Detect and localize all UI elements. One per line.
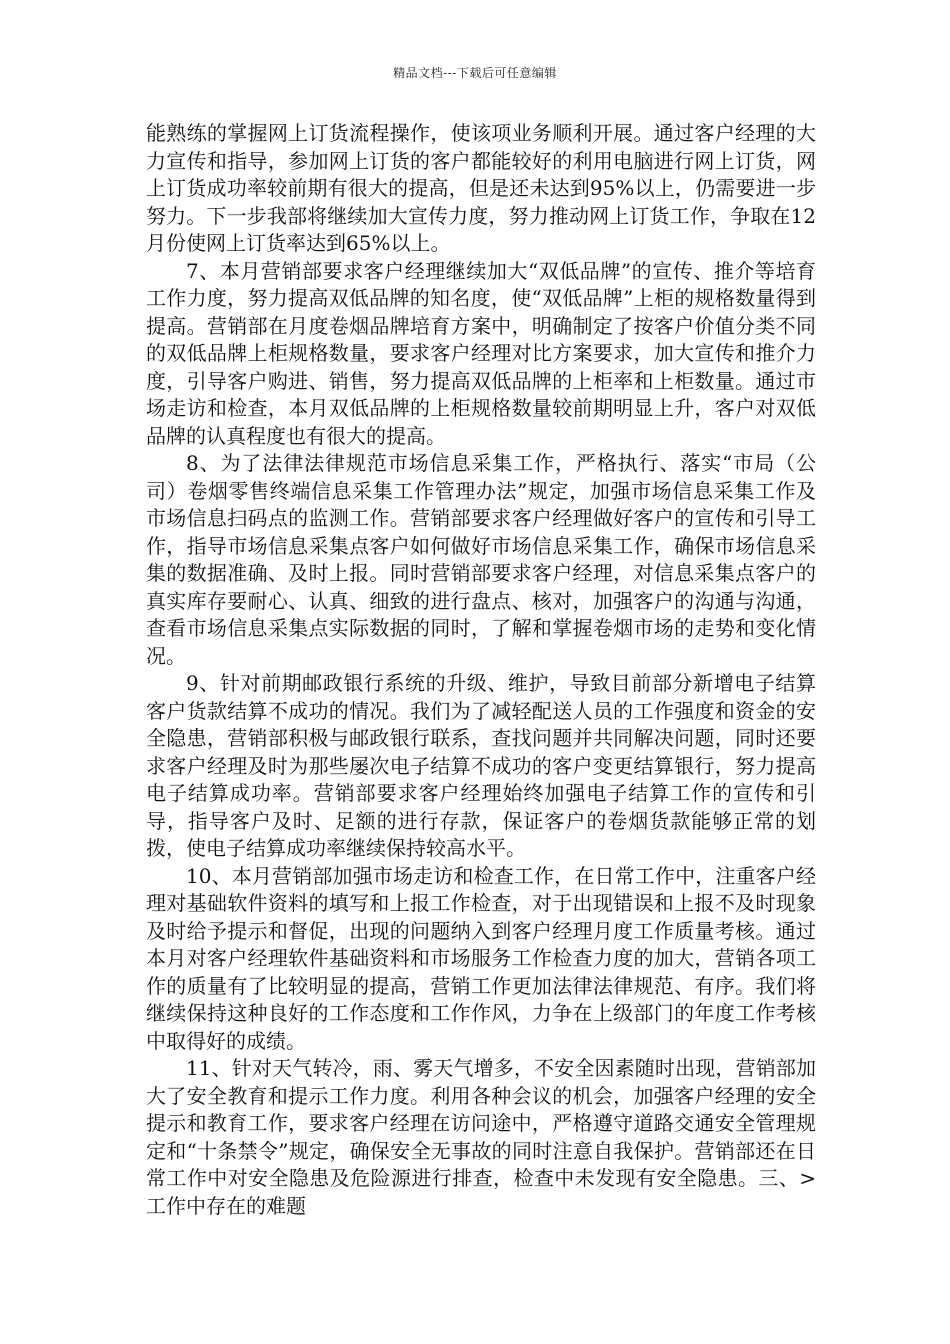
paragraph-item-11: 11、针对天气转冷，雨、雾天气增多，不安全因素随时出现，营销部加大了安全教育和提示工作力度。利用各种会议的机会，加强客户经理的安全提示和教育工作，要求客户经理在访问途中，严格遵守道路交通安全管理规定和“十条禁令”规定，确保安全无事故的同时注意自我保护。营销部还在日常工作中对安全隐患及危险源进行排查，检查中未发现有安全隐患。三、>工作中存在的难题 [146, 1056, 816, 1218]
paragraph-item-7: 7、本月营销部要求客户经理继续加大“双低品牌”的宣传、推介等培育工作力度，努力提高双低品牌的知名度，使“双低品牌”上柜的规格数量得到提高。营销部在月度卷烟品牌培育方案中，明确制定了按客户价值分类不同的双低品牌上柜规格数量，要求客户经理对比方案要求，加大宣传和推介力度，引导客户购进、销售，努力提高双低品牌的上柜率和上柜数量。通过市场走访和检查，本月双低品牌的上柜规格数量较前期明显上升，客户对双低品牌的认真程度也有很大的提高。 [146, 258, 816, 448]
document-body [146, 120, 816, 1220]
paragraph-continuation: 能熟练的掌握网上订货流程操作，使该项业务顺利开展。通过客户经理的大力宣传和指导，参加网上订货的客户都能较好的利用电脑进行网上订货，网上订货成功率较前期有很大的提高，但是还未达到95%以上，仍需要进一步努力。下一步我部将继续加大宣传力度，努力推动网上订货工作，争取在12月份使网上订货率达到65%以上。 [146, 121, 816, 255]
paragraph-item-9: 9、针对前期邮政银行系统的升级、维护，导致目前部分新增电子结算客户货款结算不成功的情况。我们为了减轻配送人员的工作强度和资金的安全隐患，营销部积极与邮政银行联系，查找问题并共同解决问题，同时还要求客户经理及时为那些屡次电子结算不成功的客户变更结算银行，努力提高电子结算成功率。营销部要求客户经理始终加强电子结算工作的宣传和引导，指导客户及时、足额的进行存款，保证客户的卷烟货款能够正常的划拨，使电子结算成功率继续保持较高水平。 [146, 671, 816, 860]
paragraph-item-10: 10、本月营销部加强市场走访和检查工作，在日常工作中，注重客户经理对基础软件资料的填写和上报工作检查，对于出现错误和上报不及时现象及时给予提示和督促，出现的问题纳入到客户经理月度工作质量考核。通过本月对客户经理软件基础资料和市场服务工作检查力度的加大，营销各项工作的质量有了比较明显的提高，营销工作更加法律法律规范、有序。我们将继续保持这种良好的工作态度和工作作风，力争在上级部门的年度工作考核中取得好的成绩。 [146, 863, 816, 1053]
page-header: 精品文档---下载后可任意编辑 [393, 66, 557, 80]
paragraph-item-8: 8、为了法律法律规范市场信息采集工作，严格执行、落实“市局（公司）卷烟零售终端信息采集工作管理办法”规定，加强市场信息采集工作及市场信息扫码点的监测工作。营销部要求客户经理做好客户的宣传和引导工作，指导市场信息采集点客户如何做好市场信息采集工作，确保市场信息采集的数据准确、及时上报。同时营销部要求客户经理，对信息采集点客户的真实库存要耐心、认真、细致的进行盘点、核对，加强客户的沟通与沟通，查看市场信息采集点实际数据的同时，了解和掌握卷烟市场的走势和变化情况。 [146, 451, 816, 668]
